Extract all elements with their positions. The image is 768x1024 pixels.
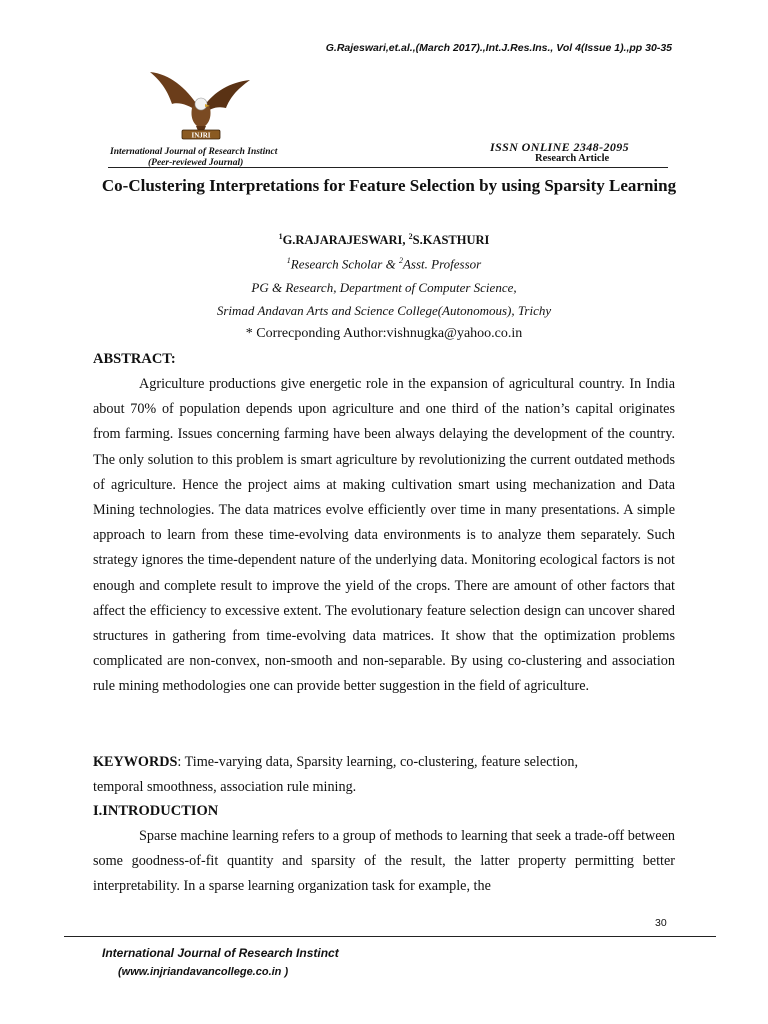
paper-title: Co-Clustering Interpretations for Feature Selection by using Sparsity Learning — [101, 176, 677, 195]
role2-sup: 2 — [398, 256, 403, 265]
author-roles — [0, 256, 768, 272]
page-number: 30 — [655, 917, 667, 929]
footer-journal: International Journal of Research Instinct — [102, 946, 339, 960]
eagle-right-wing — [204, 80, 250, 114]
author1-name: G.RAJARAJESWARI, — [282, 233, 409, 248]
role2: Asst. Professor — [402, 256, 482, 272]
running-citation: G.Rajeswari,et.al.,(March 2017).,Int.J.Res.Ins., Vol 4(Issue 1).,pp 30-35 — [325, 42, 672, 54]
journal-masthead — [110, 147, 277, 169]
role1-sup: 1 — [286, 256, 291, 265]
department: PG & Research, Department of Computer Science, — [251, 280, 517, 295]
author1-sup: 1 — [278, 232, 283, 241]
footer-rule — [64, 936, 716, 937]
introduction-heading: I.INTRODUCTION — [93, 803, 219, 819]
keywords-line1: : Time-varying data, Sparsity learning, co-clustering, feature selection, — [177, 754, 579, 770]
header-rule — [108, 167, 668, 168]
journal-name: International Journal of Research Instinct — [110, 147, 278, 157]
introduction-paragraph: Sparse machine learning refers to a group of methods to learning that seek a trade-off between some goodness-of-fit quantity and sparsity of the result, the latter property permitting better interpretability. In a sparse learning organization task for example, the — [93, 828, 675, 895]
abstract-text — [93, 372, 675, 700]
footer — [102, 944, 339, 982]
author-line — [0, 232, 768, 248]
eagle-head — [195, 98, 207, 110]
issn: ISSN ONLINE 2348-2095 — [490, 140, 630, 154]
keywords-line2: temporal smoothness, association rule mining. — [93, 779, 357, 796]
role1: Research Scholar & — [290, 256, 399, 272]
keywords — [93, 750, 675, 800]
abstract-paragraph: Agriculture productions give energetic role in the expansion of agricultural country. In India about 70% of population depends upon agriculture and one third of the nation’s capital originates from farming. Issues concerning farming have been always delaying the development of the country. The only solution to this problem is smart agriculture by revolutionizing the current outdated methods of agriculture. Hence the project aims at making cultivation smart using mechanization and Data Mining technologies. The data matrices evolve efficiently over time in many presentations. A simple approach to learn from these time-evolving data environments is to analyze them separately. Such strategy ignores the time-dependent nature of the underlying data. Monitoring ecological factors is not enough and complete result to improve the yield of the crops. There are amount of other factors that affect the efficiency to excessive extent. The evolutionary feature selection design can uncover shared structures in gathering from time-evolving data matrices. It show that the optimization problems complicated are non-convex, non-smooth and non-separable. By using co-clustering and association rule mining methodologies one can provide better suggestion in the field of agriculture. — [93, 376, 675, 695]
journal-logo-eagle — [148, 68, 252, 148]
corresponding-author: * Correcponding Author:vishnugka@yahoo.co.in — [245, 326, 523, 341]
eagle-left-wing — [150, 72, 198, 112]
college: Srimad Andavan Arts and Science College(Autonomous), Trichy — [216, 303, 552, 318]
article-type: Research Article — [535, 153, 610, 164]
abstract-heading: ABSTRACT: — [93, 351, 176, 367]
author2-sup: 2 — [408, 232, 413, 241]
footer-url: (www.injriandavancollege.co.in ) — [118, 966, 289, 978]
introduction-text — [93, 824, 675, 900]
logo-banner-text: INJRI — [191, 131, 211, 140]
author2-name: S.KASTHURI — [412, 233, 490, 248]
keywords-label: KEYWORDS — [93, 754, 178, 770]
journal-subtitle: (Peer-reviewed Journal) — [148, 158, 244, 168]
